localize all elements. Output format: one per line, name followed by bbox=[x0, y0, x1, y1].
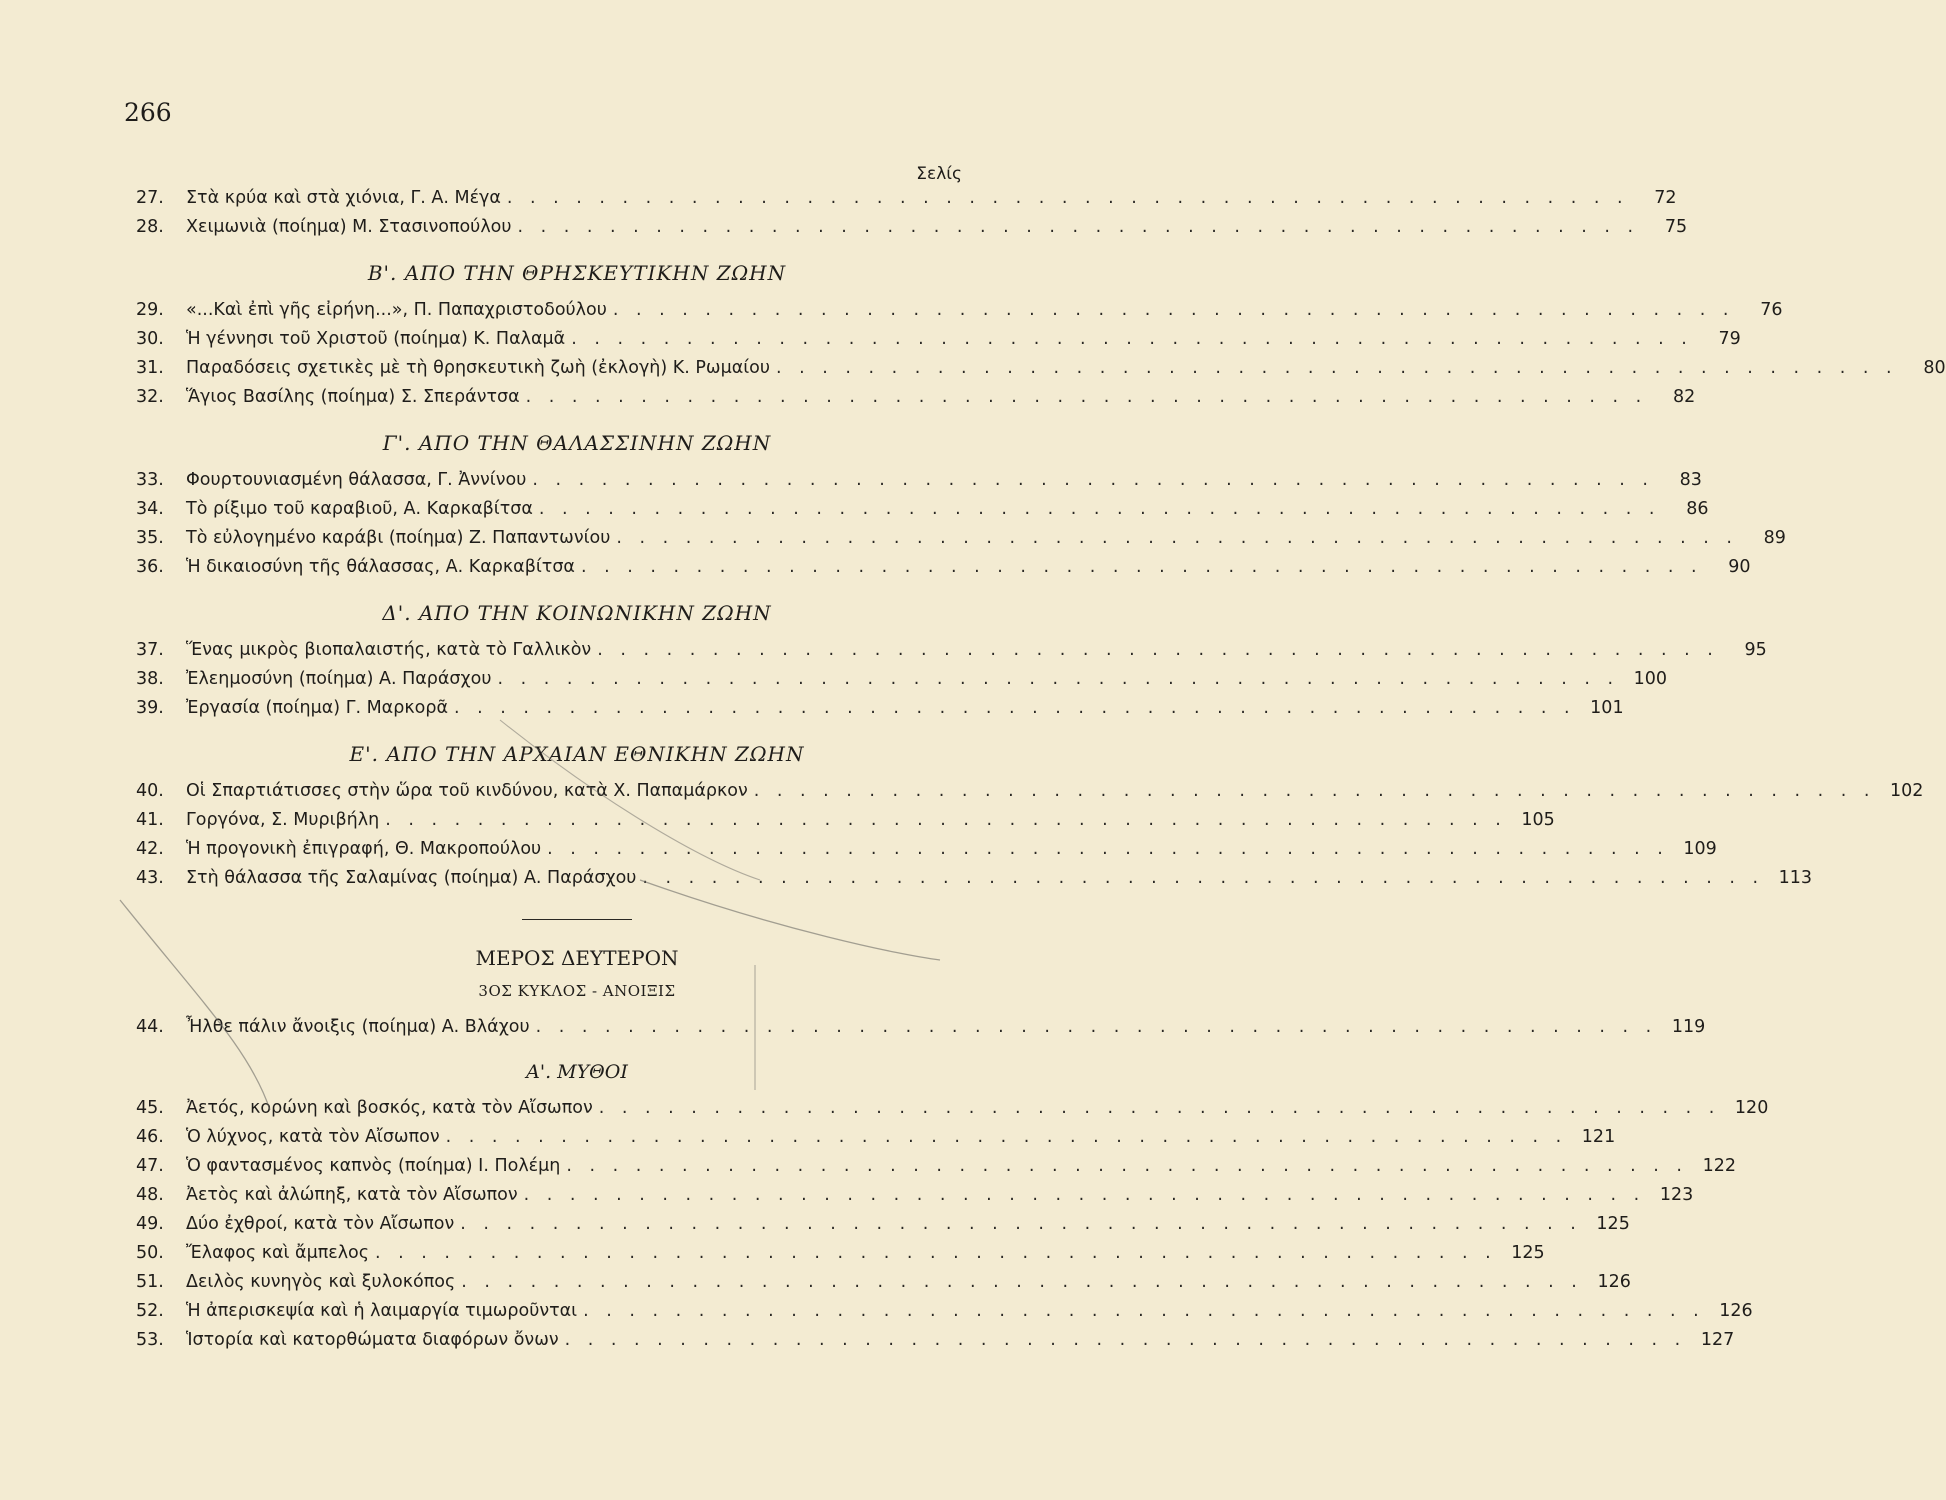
entry-page: 76 bbox=[1760, 300, 1783, 320]
leader-dots: . . . . . . . . . . . . . . . . . . . . . . . . . . . . . . . . . . . . . . . . . . . . . . . . . bbox=[532, 470, 1654, 490]
entry-number: 47. bbox=[136, 1156, 164, 1176]
leader-dots: . . . . . . . . . . . . . . . . . . . . . . . . . . . . . . . . . . . . . . . . . . . . . . . . . bbox=[753, 781, 1876, 801]
section-divider bbox=[136, 897, 968, 941]
leader-dots: . . . . . . . . . . . . . . . . . . . . . . . . . . . . . . . . . . . . . . . . . . . . . . . . . bbox=[566, 1156, 1688, 1176]
entry-title: Ἱστορία καὶ κατορθώματα διαφόρων ὄνων bbox=[186, 1330, 559, 1350]
entry-page: 127 bbox=[1700, 1330, 1735, 1350]
toc-entry bbox=[136, 1156, 1736, 1185]
cycle-title: 3ΟΣ ΚΥΚΛΟΣ - ΑΝΟΙΞΙΣ bbox=[478, 982, 676, 1000]
leader-dots: . . . . . . . . . . . . . . . . . . . . . . . . . . . . . . . . . . . . . . . . . . . . . . . . . bbox=[598, 1098, 1721, 1118]
entry-title: Χειμωνιὰ (ποίημα) Μ. Στασινοπούλου bbox=[186, 217, 512, 237]
entry-number: 30. bbox=[136, 329, 164, 349]
toc-entry bbox=[136, 300, 1783, 329]
toc-group bbox=[136, 1017, 1706, 1046]
entry-page: 75 bbox=[1664, 217, 1688, 237]
leader-dots: . . . . . . . . . . . . . . . . . . . . . . . . . . . . . . . . . . . . . . . . . . . . . . . . . bbox=[523, 1185, 1646, 1205]
entry-title: Ἐργασία (ποίημα) Γ. Μαρκορᾶ bbox=[186, 698, 448, 718]
entry-title: Τὸ εὐλογημένο καράβι (ποίημα) Ζ. Παπαντωνίου bbox=[186, 528, 611, 548]
section-heading-religious-life: Β'. ΑΠΟ ΤΗΝ ΘΡΗΣΚΕΥΤΙΚΗΝ ΖΩΗΝ bbox=[367, 261, 787, 285]
toc-entry bbox=[136, 781, 1924, 810]
table-of-contents bbox=[136, 188, 1946, 1359]
leader-dots: . . . . . . . . . . . . . . . . . . . . . . . . . . . . . . . . . . . . . . . . . . . . . . . . . bbox=[547, 839, 1669, 859]
leader-dots: . . . . . . . . . . . . . . . . . . . . . . . . . . . . . . . . . . . . . . . . . . . . . . . . . bbox=[506, 188, 1629, 208]
entry-number: 40. bbox=[136, 781, 164, 801]
entry-number: 33. bbox=[136, 470, 164, 490]
entry-number: 36. bbox=[136, 557, 164, 577]
entry-page: 122 bbox=[1702, 1156, 1736, 1176]
toc-entry bbox=[136, 528, 1786, 557]
entry-number: 38. bbox=[136, 669, 164, 689]
entry-number: 37. bbox=[136, 640, 164, 660]
entry-page: 113 bbox=[1778, 868, 1813, 888]
page-number: 266 bbox=[124, 98, 172, 127]
leader-dots: . . . . . . . . . . . . . . . . . . . . . . . . . . . . . . . . . . . . . . . . . . . . . . . . . bbox=[564, 1330, 1687, 1350]
section-heading-myths: Α'. ΜΥΘΟΙ bbox=[526, 1061, 628, 1083]
toc-entry bbox=[136, 640, 1767, 669]
entry-page: 72 bbox=[1654, 188, 1677, 208]
leader-dots: . . . . . . . . . . . . . . . . . . . . . . . . . . . . . . . . . . . . . . . . . . . . . . . . . bbox=[776, 358, 1898, 378]
entry-number: 42. bbox=[136, 839, 164, 859]
toc-entry bbox=[136, 1301, 1753, 1330]
toc-entry bbox=[136, 557, 1751, 586]
toc-entry bbox=[136, 1127, 1616, 1156]
leader-dots: . . . . . . . . . . . . . . . . . . . . . . . . . . . . . . . . . . . . . . . . . . . . . . . . . bbox=[580, 557, 1703, 577]
entry-page: 90 bbox=[1728, 557, 1751, 577]
leader-dots: . . . . . . . . . . . . . . . . . . . . . . . . . . . . . . . . . . . . . . . . . . . . . . . . . bbox=[497, 669, 1620, 689]
entry-page: 120 bbox=[1734, 1098, 1769, 1118]
entry-number: 45. bbox=[136, 1098, 164, 1118]
entry-title: Ἀετὸς καὶ ἀλώπηξ, κατὰ τὸν Αἴσωπον bbox=[186, 1185, 518, 1205]
entry-number: 53. bbox=[136, 1330, 164, 1350]
entry-page: 80 bbox=[1923, 358, 1946, 378]
entry-number: 28. bbox=[136, 217, 164, 237]
entry-number: 31. bbox=[136, 358, 164, 378]
toc-entry bbox=[136, 868, 1813, 897]
entry-title: Ἅγιος Βασίλης (ποίημα) Σ. Σπεράντσα bbox=[186, 387, 520, 407]
entry-page: 109 bbox=[1683, 839, 1717, 859]
entry-number: 44. bbox=[136, 1017, 164, 1037]
leader-dots: . . . . . . . . . . . . . . . . . . . . . . . . . . . . . . . . . . . . . . . . . . . . . . . . . bbox=[571, 329, 1693, 349]
toc-entry bbox=[136, 1098, 1769, 1127]
part-title: ΜΕΡΟΣ ΔΕΥΤΕΡΟΝ bbox=[475, 946, 679, 970]
entry-page: 125 bbox=[1511, 1243, 1545, 1263]
entry-title: Ἡ προγονικὴ ἐπιγραφή, Θ. Μακροπούλου bbox=[186, 839, 542, 859]
entry-page: 89 bbox=[1763, 528, 1786, 548]
entry-page: 83 bbox=[1679, 470, 1702, 490]
leader-dots: . . . . . . . . . . . . . . . . . . . . . . . . . . . . . . . . . . . . . . . . . . . . . . . . . bbox=[461, 1272, 1583, 1292]
entry-number: 43. bbox=[136, 868, 164, 888]
toc-entry bbox=[136, 1017, 1706, 1046]
entry-title: Ἀετός, κορώνη καὶ βοσκός, κατὰ τὸν Αἴσωπον bbox=[186, 1098, 593, 1118]
entry-page: 101 bbox=[1590, 698, 1624, 718]
toc-entry bbox=[136, 1330, 1735, 1359]
entry-page: 100 bbox=[1633, 669, 1668, 689]
leader-dots: . . . . . . . . . . . . . . . . . . . . . . . . . . . . . . . . . . . . . . . . . . . . . . . . . bbox=[583, 1301, 1705, 1321]
entry-page: 126 bbox=[1597, 1272, 1631, 1292]
toc-entry bbox=[136, 669, 1668, 698]
toc-group bbox=[136, 188, 1688, 246]
entry-number: 49. bbox=[136, 1214, 164, 1234]
entry-title: Ἔλαφος καὶ ἄμπελος bbox=[186, 1243, 370, 1263]
toc-group bbox=[136, 300, 1946, 416]
entry-title: Δειλὸς κυνηγὸς καὶ ξυλοκόπος bbox=[186, 1272, 456, 1292]
entry-page: 121 bbox=[1581, 1127, 1616, 1147]
entry-page: 79 bbox=[1718, 329, 1741, 349]
entry-page: 102 bbox=[1889, 781, 1924, 801]
section-heading-sea-life: Γ'. ΑΠΟ ΤΗΝ ΘΑΛΑΣΣΙΝΗΝ ΖΩΗΝ bbox=[382, 431, 772, 455]
toc-entry bbox=[136, 188, 1677, 217]
leader-dots: . . . . . . . . . . . . . . . . . . . . . . . . . . . . . . . . . . . . . . . . . . . . . . . . . bbox=[642, 868, 1765, 888]
entry-title: Ἕνας μικρὸς βιοπαλαιστής, κατὰ τὸ Γαλλικὸν bbox=[186, 640, 592, 660]
leader-dots: . . . . . . . . . . . . . . . . . . . . . . . . . . . . . . . . . . . . . . . . . . . . . . . . . bbox=[385, 810, 1507, 830]
toc-group bbox=[136, 640, 1767, 727]
entry-number: 32. bbox=[136, 387, 164, 407]
toc-entry bbox=[136, 810, 1555, 839]
entry-page: 82 bbox=[1672, 387, 1696, 407]
entry-page: 86 bbox=[1686, 499, 1709, 519]
leader-dots: . . . . . . . . . . . . . . . . . . . . . . . . . . . . . . . . . . . . . . . . . . . . . . . . . bbox=[517, 217, 1640, 237]
toc-entry bbox=[136, 1243, 1545, 1272]
leader-dots: . . . . . . . . . . . . . . . . . . . . . . . . . . . . . . . . . . . . . . . . . . . . . . . . . bbox=[453, 698, 1576, 718]
entry-number: 52. bbox=[136, 1301, 164, 1321]
toc-entry bbox=[136, 387, 1696, 416]
toc-entry bbox=[136, 839, 1717, 868]
leader-dots: . . . . . . . . . . . . . . . . . . . . . . . . . . . . . . . . . . . . . . . . . . . . . . . . . bbox=[525, 387, 1648, 407]
toc-entry bbox=[136, 358, 1946, 387]
entry-number: 29. bbox=[136, 300, 164, 320]
entry-title: Δύο ἐχθροί, κατὰ τὸν Αἴσωπον bbox=[186, 1214, 455, 1234]
entry-number: 51. bbox=[136, 1272, 164, 1292]
entry-title: Οἱ Σπαρτιάτισσες στὴν ὥρα τοῦ κινδύνου, κατὰ Χ. Παπαμάρκον bbox=[186, 781, 748, 801]
entry-page: 95 bbox=[1744, 640, 1767, 660]
entry-number: 46. bbox=[136, 1127, 164, 1147]
entry-number: 41. bbox=[136, 810, 164, 830]
leader-dots: . . . . . . . . . . . . . . . . . . . . . . . . . . . . . . . . . . . . . . . . . . . . . . . . . bbox=[538, 499, 1661, 519]
entry-title: Παραδόσεις σχετικὲς μὲ τὴ θρησκευτικὴ ζωὴ (ἐκλογὴ) Κ. Ρωμαίου bbox=[186, 358, 771, 378]
entry-title: Γοργόνα, Σ. Μυριβήλη bbox=[186, 810, 380, 830]
leader-dots: . . . . . . . . . . . . . . . . . . . . . . . . . . . . . . . . . . . . . . . . . . . . . . . . . bbox=[535, 1017, 1658, 1037]
entry-page: 105 bbox=[1521, 810, 1555, 830]
page-column-header: Σελίς bbox=[916, 164, 962, 184]
toc-entry bbox=[136, 1185, 1694, 1214]
toc-group bbox=[136, 470, 1786, 586]
entry-title: Στὰ κρύα καὶ στὰ χιόνια, Γ. Α. Μέγα bbox=[186, 188, 501, 208]
entry-page: 119 bbox=[1671, 1017, 1706, 1037]
entry-number: 48. bbox=[136, 1185, 164, 1205]
toc-entry bbox=[136, 1214, 1630, 1243]
entry-title: «...Καὶ ἐπὶ γῆς εἰρήνη...», Π. Παπαχριστοδούλου bbox=[186, 300, 607, 320]
entry-page: 126 bbox=[1719, 1301, 1753, 1321]
leader-dots: . . . . . . . . . . . . . . . . . . . . . . . . . . . . . . . . . . . . . . . . . . . . . . . . . bbox=[445, 1127, 1568, 1147]
entry-number: 35. bbox=[136, 528, 164, 548]
entry-title: Ὁ λύχνος, κατὰ τὸν Αἴσωπον bbox=[186, 1127, 440, 1147]
entry-title: Ἡ ἀπερισκεψία καὶ ἡ λαιμαργία τιμωροῦνται bbox=[186, 1301, 578, 1321]
entry-title: Ἡ γέννησι τοῦ Χριστοῦ (ποίημα) Κ. Παλαμᾶ bbox=[186, 329, 566, 349]
entry-number: 34. bbox=[136, 499, 164, 519]
entry-title: Ἡ δικαιοσύνη τῆς θάλασσας, Α. Καρκαβίτσα bbox=[186, 557, 575, 577]
entry-title: Ὁ φαντασμένος καπνὸς (ποίημα) Ι. Πολέμη bbox=[186, 1156, 561, 1176]
entry-title: Φουρτουνιασμένη θάλασσα, Γ. Ἀννίνου bbox=[186, 470, 527, 490]
entry-page: 125 bbox=[1596, 1214, 1630, 1234]
section-heading-social-life: Δ'. ΑΠΟ ΤΗΝ ΚΟΙΝΩΝΙΚΗΝ ΖΩΗΝ bbox=[382, 601, 772, 625]
entry-number: 50. bbox=[136, 1243, 164, 1263]
toc-entry bbox=[136, 217, 1688, 246]
entry-title: Ἦλθε πάλιν ἄνοιξις (ποίημα) Α. Βλάχου bbox=[186, 1017, 530, 1037]
leader-dots: . . . . . . . . . . . . . . . . . . . . . . . . . . . . . . . . . . . . . . . . . . . . . . . . . bbox=[616, 528, 1738, 548]
toc-entry bbox=[136, 329, 1741, 358]
entry-title: Στὴ θάλασσα τῆς Σαλαμίνας (ποίημα) Α. Παράσχου bbox=[186, 868, 637, 888]
toc-entry bbox=[136, 470, 1702, 499]
toc-group bbox=[136, 1098, 1769, 1359]
leader-dots: . . . . . . . . . . . . . . . . . . . . . . . . . . . . . . . . . . . . . . . . . . . . . . . . . bbox=[612, 300, 1735, 320]
toc-entry bbox=[136, 499, 1709, 528]
entry-page: 123 bbox=[1659, 1185, 1694, 1205]
toc-group bbox=[136, 781, 1924, 897]
leader-dots: . . . . . . . . . . . . . . . . . . . . . . . . . . . . . . . . . . . . . . . . . . . . . . . . . bbox=[375, 1243, 1497, 1263]
toc-entry bbox=[136, 698, 1624, 727]
entry-title: Ἐλεημοσύνη (ποίημα) Α. Παράσχου bbox=[186, 669, 492, 689]
leader-dots: . . . . . . . . . . . . . . . . . . . . . . . . . . . . . . . . . . . . . . . . . . . . . . . . . bbox=[460, 1214, 1582, 1234]
entry-number: 27. bbox=[136, 188, 164, 208]
leader-dots: . . . . . . . . . . . . . . . . . . . . . . . . . . . . . . . . . . . . . . . . . . . . . . . . . bbox=[597, 640, 1719, 660]
toc-entry bbox=[136, 1272, 1631, 1301]
section-heading-ancient-life: Ε'. ΑΠΟ ΤΗΝ ΑΡΧΑΙΑΝ ΕΘΝΙΚΗΝ ΖΩΗΝ bbox=[349, 742, 805, 766]
entry-title: Τὸ ρίξιμο τοῦ καραβιοῦ, Α. Καρκαβίτσα bbox=[186, 499, 533, 519]
entry-number: 39. bbox=[136, 698, 164, 718]
